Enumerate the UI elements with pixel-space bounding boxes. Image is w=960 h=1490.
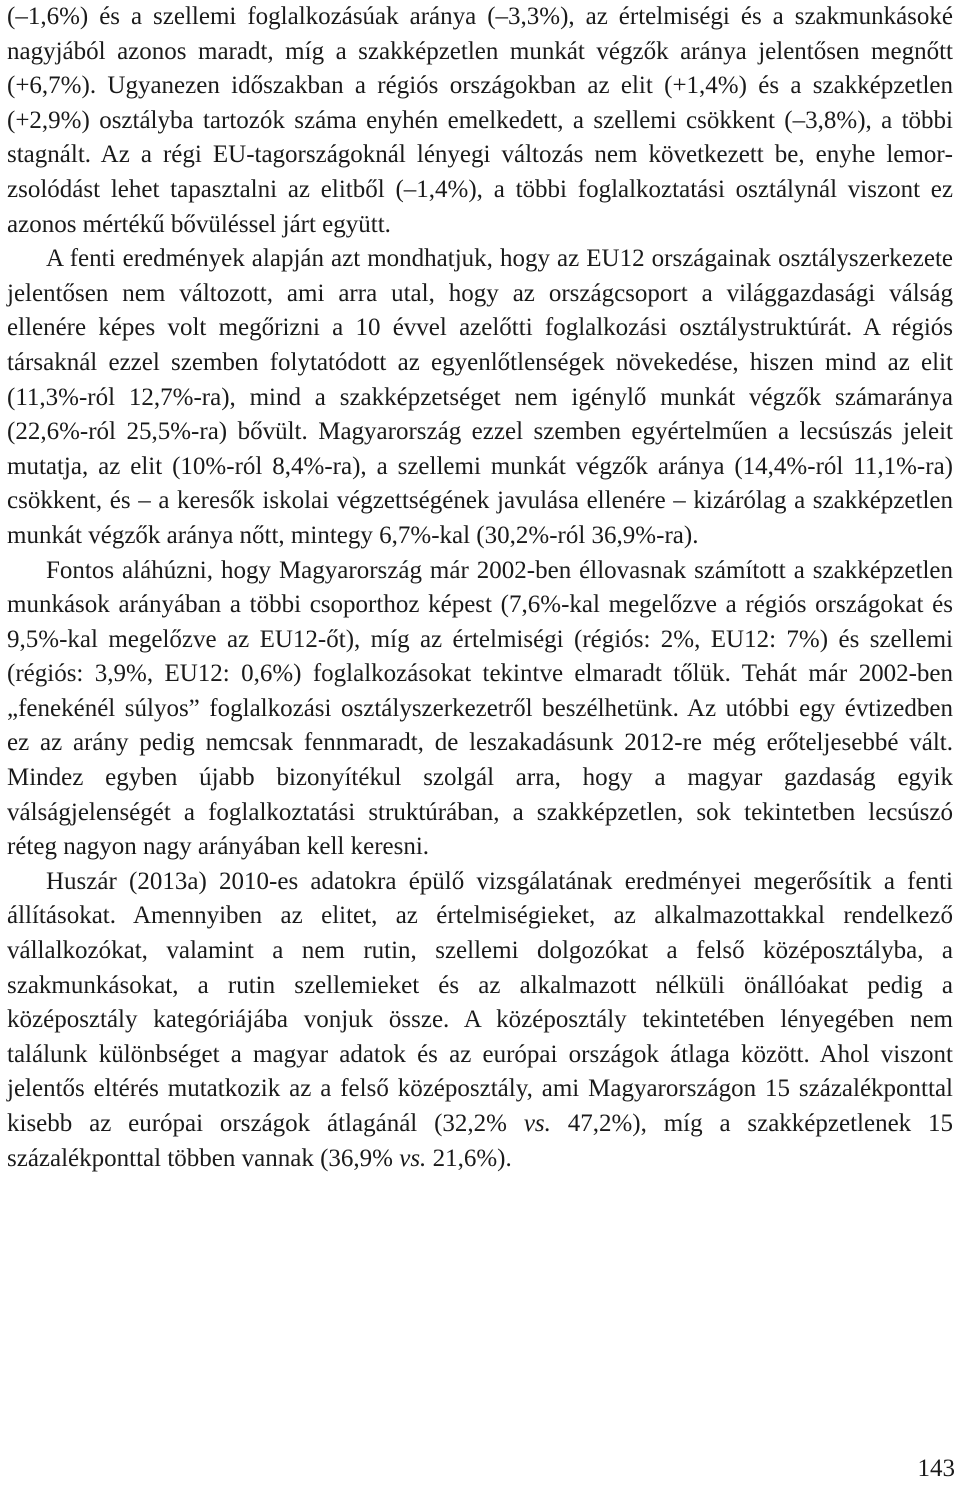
paragraph-3: Fontos aláhúzni, hogy Magyarország már 2002-ben éllovasnak számított a szakképzetlen munkások arányában a többi csoporthoz képest (7,6%-kal megelőzve a régiós országokat és 9,5%-kal megelőzve az EU12-őt), míg az értelmiségi (régiós: 2%, EU12: 7%) és szellemi (régiós: 3,9%, EU12: 0,6%) foglalkozásokat tekintve elmaradt tőlük. Tehát már 2002-ben „fenekénél súlyos” foglalkozási osztályszerkezetről beszélhetünk. Az utóbbi egy évtizedben ez az arány pedig nemcsak fennmaradt, de leszakadásunk 2012-re még erőteljesebbé vált. Mindez egyben újabb bizonyítékul szolgál arra, hogy a magyar gazdaság egyik válságjelenségét a foglalkoztatási struktúrában, a szakképzetlen, sok tekintetben lecsúszó réteg nagyon nagy arányában kell keresni.: [7, 556, 953, 861]
versus-abbreviation: vs.: [523, 1110, 551, 1137]
page-body: [7, 0, 953, 1176]
page-number: 143: [917, 1455, 955, 1482]
versus-abbreviation: vs.: [399, 1144, 427, 1172]
paragraph-2: A fenti eredmények alapján azt mondhatjuk, hogy az EU12 országainak osztályszerkezete jelentősen nem változott, ami arra utal, hogy az országcsoport a világgazdasági válság ellenére képes volt megőrizni a 10 évvel azelőtti foglalkozási osztálystruktúrát. A régiós társaknál ezzel szemben folytatódott az egyenlőtlenségek növekedése, hiszen mind az elit (11,3%-ról 12,7%-ra), mind a szakképzetséget nem igénylő munkát végzők számaránya (22,6%-ról 25,5%-ra) bővült. Magyarország ezzel szemben egyértelműen a lecsúszás jeleit mutatja, az elit (10%-ról 8,4%-ra), a szellemi munkát végzők aránya (14,4%-ról 11,1%-ra) csökkent, és – a keresők iskolai végzettségének javulása ellenére – kizárólag a szakképzetlen munkát végzők aránya nőtt, mintegy 6,7%-kal (30,2%-ról 36,9%-ra).: [7, 245, 953, 549]
paragraph-1: (–1,6%) és a szellemi foglalkozásúak aránya (–3,3%), az értelmiségi és a szakmunkásoké nagyjából azonos maradt, míg a szakképzetlen munkát végzők aránya jelentősen megnőtt (+6,7%). Ugyanezen időszakban a régiós országokban az elit (+1,4%) és a szakképzetlen (+2,9%) osztályba tartozók száma enyhén emelkedett, a szellemi csökkent (–3,8%), a többi stagnált. Az a régi EU-tagországoknál lényegi változás nem következett be, enyhe lemorzsolódást lehet tapasztalni az elitből (–1,4%), a többi foglalkoztatási osztálynál viszont ez azonos mértékű bővüléssel járt együtt.: [7, 3, 953, 238]
paragraph-4: Huszár (2013a) 2010-es adatokra épülő vizsgálatának eredményei megerősítik a fenti állításokat. Amennyiben az elitet, az értelmiségieket, az alkalmazottakkal rendelkező vállalkozókat, valamint a nem rutin, szellemi dolgozókat a felső középosztályba, a szakmunkásokat, a rutin szellemieket és az alkalmazott nélküli önállóakat pedig a középosztály kategóriájába vonjuk össze. A középosztály tekintetében lényegében nem találunk különbséget a magyar adatok és az európai országok átlaga között. Ahol viszont jelentős eltérés mutatkozik az a felső középosztály, ami Magyarországon 15 százalékponttal kisebb az európai országok átlagánál (32,2% vs. 47,2%), míg a szakképzetlenek 15 százalékponttal többen vannak (36,9% vs. 21,6%).: [7, 867, 953, 1172]
